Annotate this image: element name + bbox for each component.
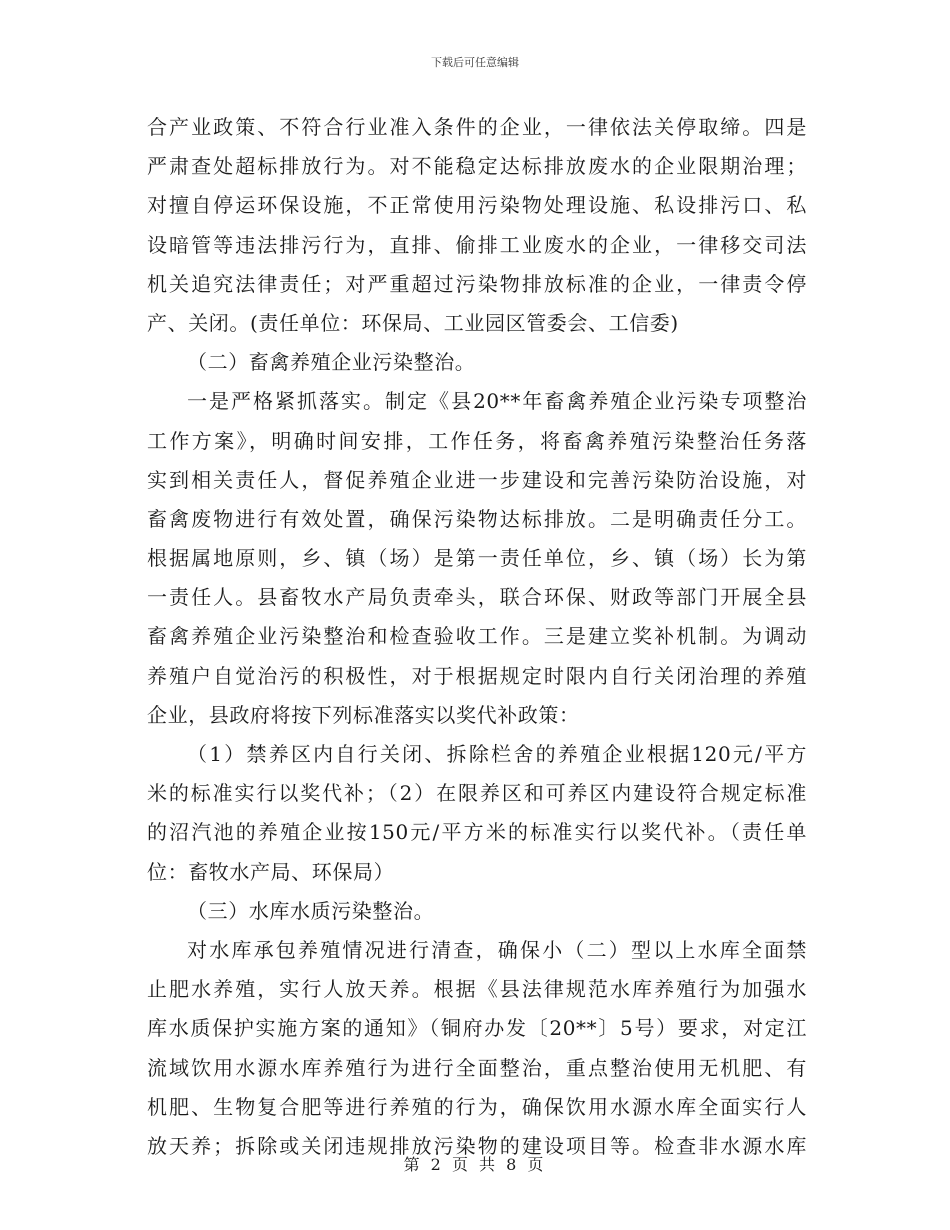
body-line: 对水库承包养殖情况进行清查，确保小（二）型以上水库全面禁 <box>187 937 807 962</box>
body-line: 位：畜牧水产局、环保局） <box>147 859 395 884</box>
body-line: （1）禁养区内自行关闭、拆除栏舍的养殖企业根据120元/平方 <box>187 742 807 766</box>
page-number: 第 2 页 共 8 页 <box>403 1155 547 1174</box>
body-line: 对擅自停运环保设施，不正常使用污染物处理设施、私设排污口、私 <box>147 193 807 218</box>
body-line: 设暗管等违法排污行为，直排、偷排工业废水的企业，一律移交司法 <box>147 232 807 257</box>
section-heading: （二）畜禽养殖企业污染整治。 <box>187 350 476 375</box>
document-body <box>147 108 807 1166</box>
body-line: 米的标准实行以奖代补；（2）在限养区和可养区内建设符合规定标准 <box>147 781 807 806</box>
body-line: 止肥水养殖，实行人放天养。根据《县法律规范水库养殖行为加强水 <box>147 977 807 1002</box>
body-line: 产、关闭。(责任单位：环保局、工业园区管委会、工信委) <box>147 310 679 335</box>
section-heading: （三）水库水质污染整治。 <box>187 898 435 923</box>
body-line: 流域饮用水源水库养殖行为进行全面整治，重点整治使用无机肥、有 <box>147 1055 807 1080</box>
body-line: 一是严格紧抓落实。制定《县20**年畜禽养殖企业污染专项整治 <box>187 389 807 414</box>
body-line: 机关追究法律责任；对严重超过污染物排放标准的企业，一律责令停 <box>147 271 807 296</box>
body-line: 放天养；拆除或关闭违规排放污染物的建设项目等。检查非水源水库 <box>147 1133 807 1158</box>
body-line: 严肃查处超标排放行为。对不能稳定达标排放废水的企业限期治理； <box>147 154 807 179</box>
body-line: 畜禽养殖企业污染整治和检查验收工作。三是建立奖补机制。为调动 <box>147 624 807 649</box>
body-line: 一责任人。县畜牧水产局负责牵头，联合环保、财政等部门开展全县 <box>147 585 807 610</box>
body-line: 的沼汽池的养殖企业按150元/平方米的标准实行以奖代补。（责任单 <box>147 820 807 845</box>
body-line: 畜禽废物进行有效处置，确保污染物达标排放。二是明确责任分工。 <box>147 506 807 531</box>
body-line: 养殖户自觉治污的积极性，对于根据规定时限内自行关闭治理的养殖 <box>147 663 807 688</box>
body-line: 实到相关责任人，督促养殖企业进一步建设和完善污染防治设施，对 <box>147 467 807 492</box>
body-line: 合产业政策、不符合行业准入条件的企业，一律依法关停取缔。四是 <box>147 115 807 139</box>
body-line: 根据属地原则，乡、镇（场）是第一责任单位，乡、镇（场）长为第 <box>147 546 807 571</box>
body-line: 企业，县政府将按下列标准落实以奖代补政策： <box>147 702 580 727</box>
body-line: 机肥、生物复合肥等进行养殖的行为，确保饮用水源水库全面实行人 <box>147 1094 807 1119</box>
page-header: 下载后可任意编辑 <box>431 56 519 69</box>
body-line: 工作方案》，明确时间安排，工作任务，将畜禽养殖污染整治任务落 <box>147 428 807 453</box>
body-line: 库水质保护实施方案的通知》（铜府办发〔20**〕5号）要求，对定江 <box>147 1016 807 1041</box>
